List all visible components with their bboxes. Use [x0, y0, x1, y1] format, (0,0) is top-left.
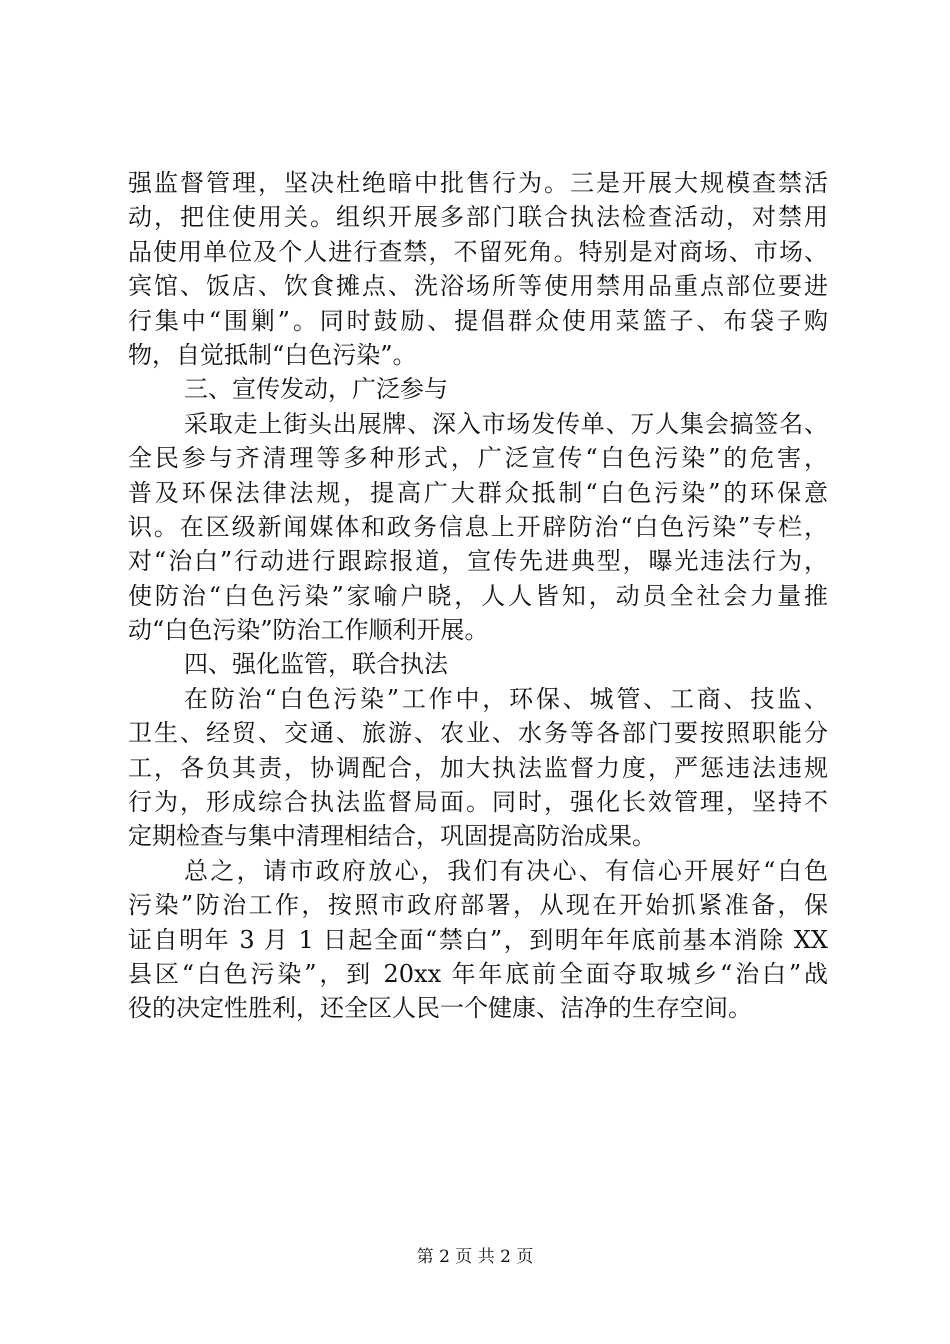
text-line: 全民参与齐清理等多种形式，广泛宣传“白色污染”的危害， — [128, 444, 828, 473]
text-line: 行为，形成综合执法监督局面。同时，强化长效管理，坚持不 — [128, 788, 828, 817]
text-line: 在防治“白色污染”工作中，环保、城管、工商、技监、 — [184, 684, 828, 713]
text-line: 总之，请市政府放心，我们有决心、有信心开展好“白色 — [184, 856, 828, 885]
text-line: 县区“白色污染”，到 20xx 年年底前全面夺取城乡“治白”战 — [128, 959, 828, 988]
text-line: 识。在区级新闻媒体和政务信息上开辟防治“白色污染”专栏， — [128, 512, 828, 541]
text-line: 证自明年 3 月 1 日起全面“禁白”，到明年年底前基本消除 XX — [128, 925, 828, 954]
text-line: 役的决定性胜利，还全区人民一个健康、洁净的生存空间。 — [128, 994, 752, 1023]
text-line: 动，把住使用关。组织开展多部门联合执法检查活动，对禁用 — [128, 203, 828, 232]
text-line: 强监督管理，坚决杜绝暗中批售行为。三是开展大规模查禁活 — [128, 169, 828, 197]
text-line: 采取走上街头出展牌、深入市场发传单、万人集会搞签名、 — [184, 409, 828, 438]
text-line: 物，自觉抵制“白色污染”。 — [128, 340, 417, 369]
text-line: 品使用单位及个人进行查禁，不留死角。特别是对商场、市场、 — [128, 237, 828, 266]
text-line: 对“治白”行动进行跟踪报道，宣传先进典型，曝光违法行为， — [128, 547, 828, 576]
text-line: 宾馆、饭店、饮食摊点、洗浴场所等使用禁用品重点部位要进 — [128, 272, 828, 301]
page-footer: 第 2 页 共 2 页 — [416, 1247, 534, 1267]
section-heading: 四、强化监管，联合执法 — [184, 650, 448, 679]
text-line: 使防治“白色污染”家喻户晓，人人皆知，动员全社会力量推 — [128, 581, 828, 610]
section-heading: 三、宣传发动，广泛参与 — [184, 375, 448, 404]
text-line: 动“白色污染”防治工作顺利开展。 — [128, 616, 489, 645]
text-line: 污染”防治工作，按照市政府部署，从现在开始抓紧准备，保 — [128, 891, 828, 920]
text-line: 行集中“围剿”。同时鼓励、提倡群众使用菜篮子、布袋子购 — [128, 306, 828, 335]
text-line: 工，各负其责，协调配合，加大执法监督力度，严惩违法违规 — [128, 753, 828, 782]
document-body — [128, 166, 828, 1026]
text-line: 普及环保法律法规，提高广大群众抵制“白色污染”的环保意 — [128, 478, 828, 507]
text-line: 卫生、经贸、交通、旅游、农业、水务等各部门要按照职能分 — [128, 719, 828, 748]
text-line: 定期检查与集中清理相结合，巩固提高防治成果。 — [128, 822, 656, 851]
